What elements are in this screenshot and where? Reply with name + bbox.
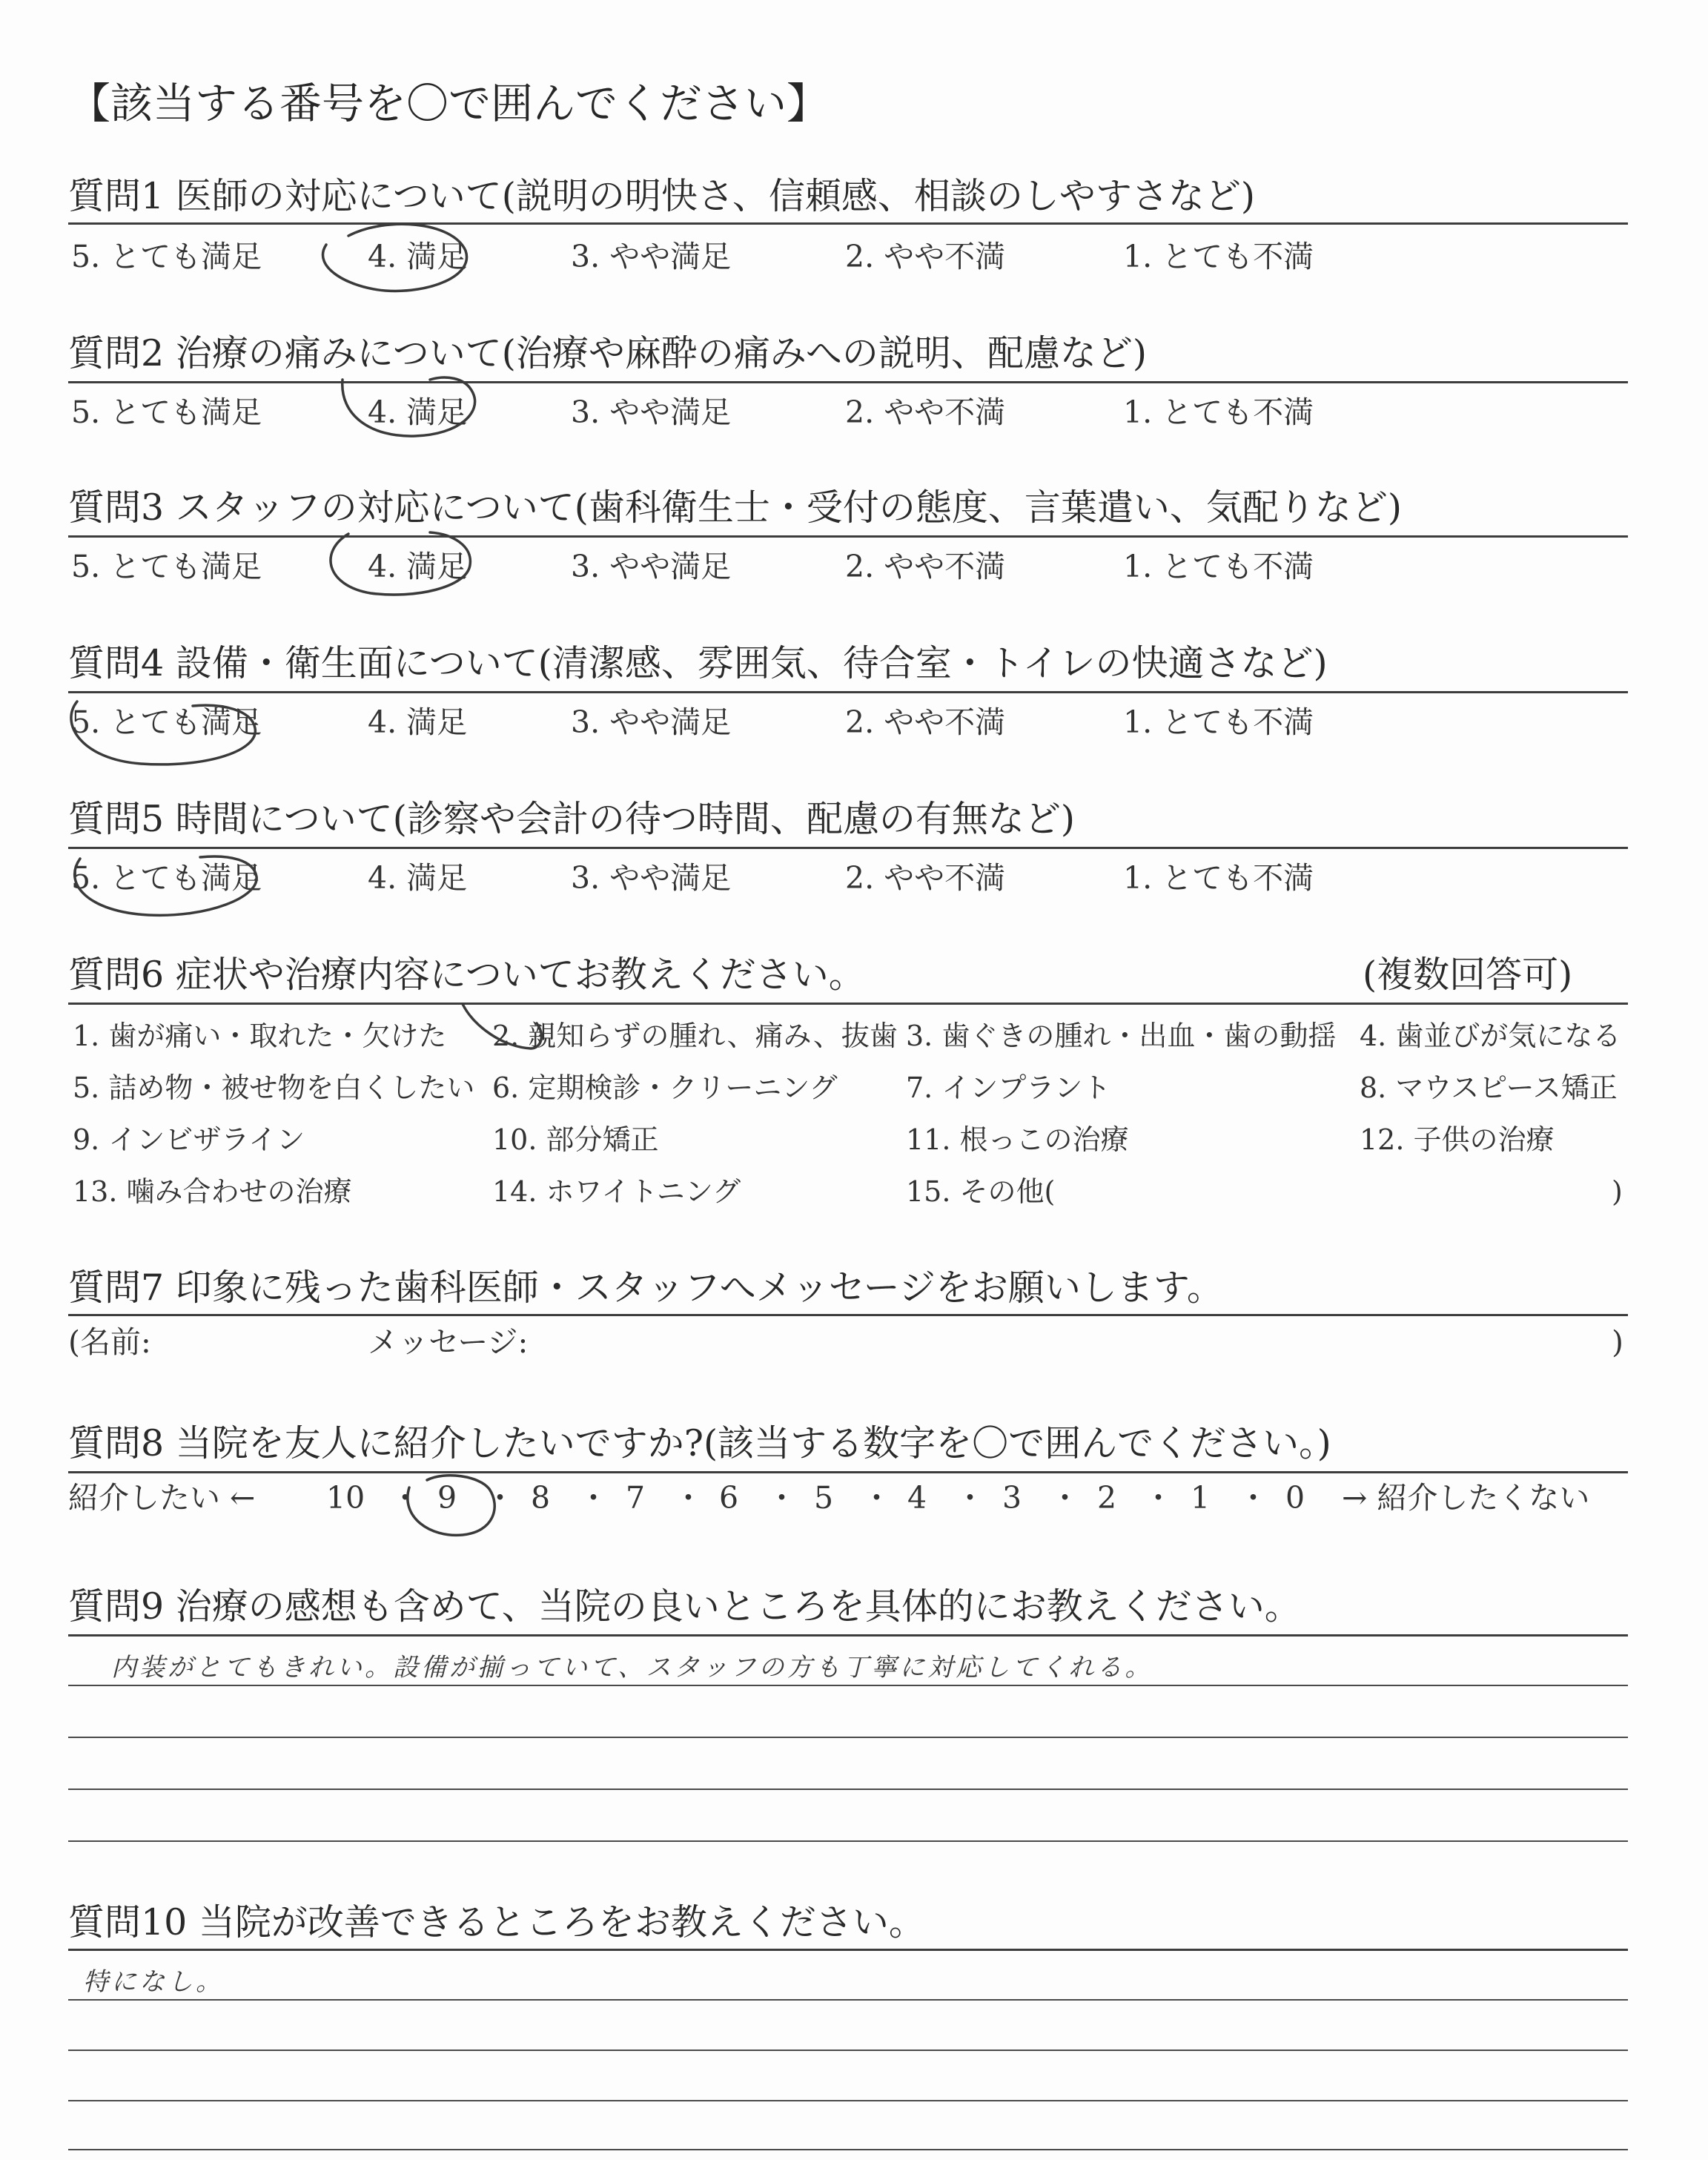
question-5-title: 質問5 時間について(診察や会計の待つ時間、配慮の有無など)	[68, 798, 1076, 840]
q1-selection-circle	[322, 224, 466, 291]
q3-selection-circle	[331, 532, 470, 595]
question-4-title: 質問4 設備・衛生面について(清潔感、雰囲気、待合室・トイレの快適さなど)	[68, 642, 1328, 684]
q2-option-3[interactable]: 3. やや満足	[571, 394, 732, 430]
q4-option-1[interactable]: 1. とても不満	[1123, 704, 1314, 740]
q8-dot: ・	[578, 1480, 609, 1516]
q7-close-paren: )	[1612, 1324, 1623, 1360]
q4-option-2[interactable]: 2. やや不満	[845, 704, 1006, 740]
q10-handwritten-answer[interactable]: 特になし。	[83, 1967, 224, 1997]
q6-option-1[interactable]: 1. 歯が痛い・取れた・欠けた	[73, 1020, 447, 1052]
q4-option-4[interactable]: 4. 満足	[368, 704, 468, 740]
q8-dot: ・	[485, 1480, 515, 1516]
q8-dot: ・	[390, 1480, 420, 1516]
q2-option-1[interactable]: 1. とても不満	[1123, 394, 1314, 430]
q1-option-5[interactable]: 5. とても満足	[71, 239, 262, 274]
q3-option-5[interactable]: 5. とても満足	[71, 549, 262, 584]
q3-option-1[interactable]: 1. とても不満	[1123, 549, 1314, 584]
question-7-title: 質問7 印象に残った歯科医師・スタッフへメッセージをお願いします。	[68, 1266, 1223, 1309]
q8-right-label: → 紹介したくない	[1342, 1480, 1590, 1516]
q7-message-label: メッセージ:	[368, 1324, 529, 1360]
q8-scale-5[interactable]: 5	[814, 1480, 834, 1516]
q6-option-9[interactable]: 9. インビザライン	[73, 1123, 305, 1156]
q6-option-6[interactable]: 6. 定期検診・クリーニング	[492, 1071, 838, 1104]
q4-option-5[interactable]: 5. とても満足	[71, 704, 262, 740]
q8-selection-circle	[408, 1476, 494, 1536]
q8-scale-4[interactable]: 4	[907, 1480, 927, 1516]
q8-scale-1[interactable]: 1	[1191, 1480, 1211, 1516]
q9-handwritten-answer[interactable]: 内装がとてもきれい。設備が揃っていて、スタッフの方も丁寧に対応してくれる。	[111, 1653, 1153, 1682]
q6-option-5[interactable]: 5. 詰め物・被せ物を白くしたい	[73, 1071, 475, 1104]
q3-option-2[interactable]: 2. やや不満	[845, 549, 1006, 584]
q7-name-label: (名前:	[68, 1324, 151, 1360]
q6-option-12[interactable]: 12. 子供の治療	[1360, 1123, 1555, 1156]
q6-option-14[interactable]: 14. ホワイトニング	[492, 1175, 741, 1208]
q4-selection-circle	[71, 701, 255, 764]
q8-scale-2[interactable]: 2	[1097, 1480, 1117, 1516]
page-header: 【該当する番号を〇で囲んでください】	[68, 79, 829, 128]
q8-dot: ・	[861, 1480, 892, 1516]
q8-scale-10[interactable]: 10	[326, 1480, 365, 1516]
question-3-title: 質問3 スタッフの対応について(歯科衛生士・受付の態度、言葉遣い、気配りなど)	[68, 486, 1403, 529]
q8-dot: ・	[767, 1480, 797, 1516]
q5-option-4[interactable]: 4. 満足	[368, 860, 468, 896]
q8-dot: ・	[673, 1480, 704, 1516]
q6-option-8[interactable]: 8. マウスピース矯正	[1360, 1071, 1618, 1104]
q1-option-2[interactable]: 2. やや不満	[845, 239, 1006, 274]
q6-option-4[interactable]: 4. 歯並びが気になる	[1360, 1020, 1621, 1052]
question-9-title: 質問9 治療の感想も含めて、当院の良いところを具体的にお教えください。	[68, 1585, 1301, 1628]
q8-scale-0[interactable]: 0	[1285, 1480, 1305, 1516]
question-6-note: (複数回答可)	[1363, 954, 1573, 996]
q1-option-1[interactable]: 1. とても不満	[1123, 239, 1314, 274]
question-6-title: 質問6 症状や治療内容についてお教えください。	[68, 954, 865, 996]
q1-option-3[interactable]: 3. やや満足	[571, 239, 732, 274]
q6-option-7[interactable]: 7. インプラント	[906, 1071, 1111, 1104]
q5-option-1[interactable]: 1. とても不満	[1123, 860, 1314, 896]
q5-option-5[interactable]: 5. とても満足	[71, 860, 262, 896]
question-1-title: 質問1 医師の対応について(説明の明快さ、信頼感、相談のしやすさなど)	[68, 175, 1256, 217]
q8-left-label: 紹介したい ←	[68, 1480, 256, 1516]
q3-option-3[interactable]: 3. やや満足	[571, 549, 732, 584]
q8-dot: ・	[955, 1480, 985, 1516]
q2-selection-circle	[342, 377, 475, 436]
q8-dot: ・	[1143, 1480, 1174, 1516]
q8-scale-8[interactable]: 8	[531, 1480, 551, 1516]
q2-option-5[interactable]: 5. とても満足	[71, 394, 262, 430]
q6-option-13[interactable]: 13. 噛み合わせの治療	[73, 1175, 352, 1208]
q6-option-11[interactable]: 11. 根っこの治療	[906, 1123, 1129, 1156]
q8-scale-6[interactable]: 6	[719, 1480, 739, 1516]
q4-option-3[interactable]: 3. やや満足	[571, 704, 732, 740]
q8-dot: ・	[1050, 1480, 1080, 1516]
question-10-title: 質問10 当院が改善できるところをお教えください。	[68, 1901, 925, 1943]
q5-selection-circle	[75, 856, 256, 915]
q3-option-4[interactable]: 4. 満足	[368, 549, 468, 584]
q6-option-2[interactable]: 2. 親知らずの腫れ、痛み、抜歯	[492, 1020, 898, 1052]
q8-scale-7[interactable]: 7	[626, 1480, 646, 1516]
q6-option-3[interactable]: 3. 歯ぐきの腫れ・出血・歯の動揺	[906, 1020, 1337, 1052]
q6-option-10[interactable]: 10. 部分矯正	[492, 1123, 659, 1156]
q8-scale-9[interactable]: 9	[437, 1480, 457, 1516]
question-2-title: 質問2 治療の痛みについて(治療や麻酔の痛みへの説明、配慮など)	[68, 332, 1148, 374]
q6-option-15[interactable]: 15. その他(	[906, 1175, 1056, 1208]
q1-option-4[interactable]: 4. 満足	[368, 239, 468, 274]
q6-other-close-paren: )	[1612, 1175, 1623, 1208]
q6-selection-circle	[463, 1004, 541, 1048]
question-8-title: 質問8 当院を友人に紹介したいですか?(該当する数字を〇で囲んでください。)	[68, 1422, 1331, 1464]
q2-option-4[interactable]: 4. 満足	[368, 394, 468, 430]
q5-option-3[interactable]: 3. やや満足	[571, 860, 732, 896]
q8-dot: ・	[1238, 1480, 1268, 1516]
q5-option-2[interactable]: 2. やや不満	[845, 860, 1006, 896]
q8-scale-3[interactable]: 3	[1002, 1480, 1022, 1516]
q2-option-2[interactable]: 2. やや不満	[845, 394, 1006, 430]
